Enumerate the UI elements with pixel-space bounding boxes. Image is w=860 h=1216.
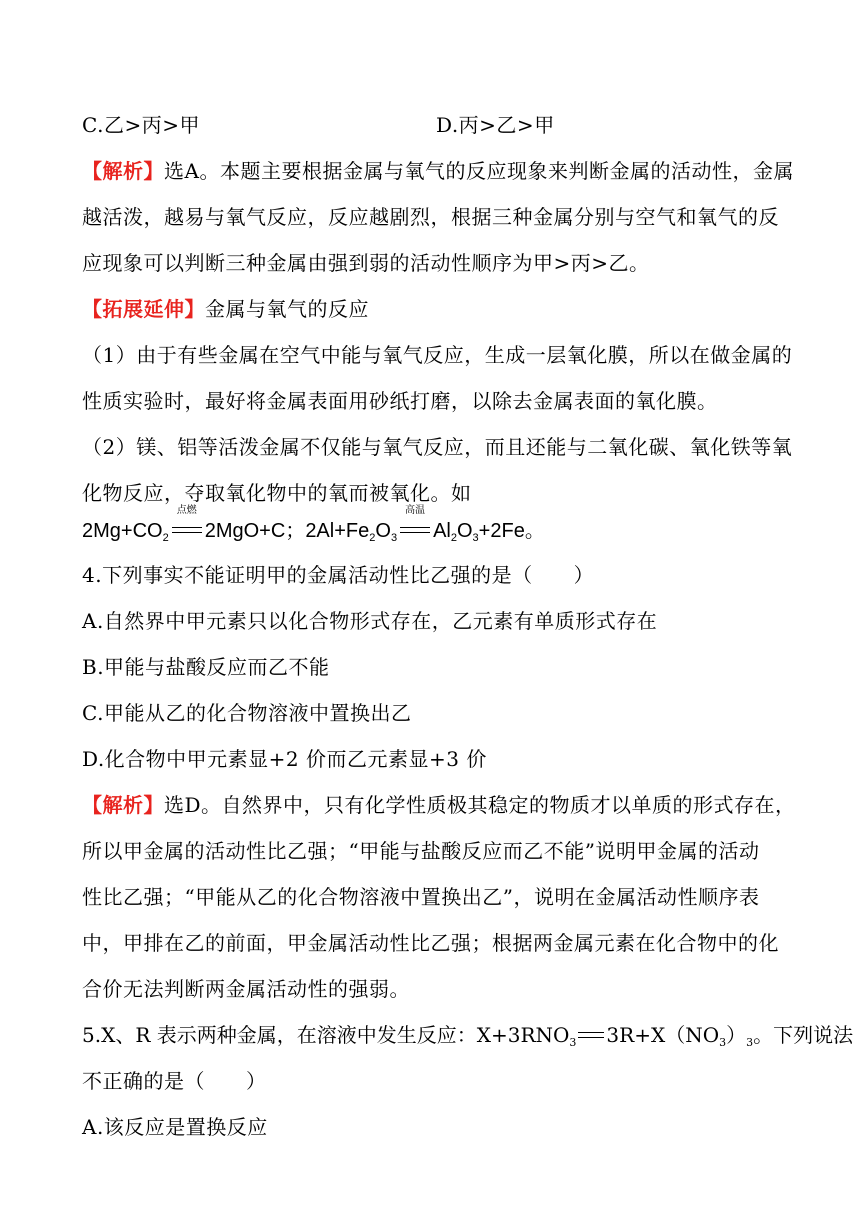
q4-option-c: C.甲能从乙的化合物溶液中置换出乙 — [82, 701, 412, 725]
eq1-left: 2Mg+CO — [82, 520, 163, 542]
eq2-c: +2Fe。 — [478, 520, 545, 542]
extension-p2-line-1: （2）镁、铝等活泼金属不仅能与氧气反应，而且还能与二氧化碳、氧化铁等氧 — [82, 435, 793, 459]
q3-analysis-line-1 — [82, 156, 794, 186]
q4-analysis-line-4: 中，甲排在乙的前面，甲金属活动性比乙强；根据两金属元素在化合物中的化 — [82, 931, 779, 955]
q5-stem-sub: 3 — [569, 1036, 577, 1049]
eq1-bar — [172, 527, 202, 533]
q5-stem-line-2: 不正确的是（ ） — [82, 1069, 267, 1093]
eq2-a-mid: O — [375, 520, 391, 542]
q4-analysis-text-1: 选D。自然界中，只有化学性质极其稳定的物质才以单质的形式存在， — [164, 793, 796, 817]
eq2-condition: 高温 — [405, 505, 426, 516]
q3-option-c — [82, 110, 555, 140]
q5-equals-bar — [578, 1032, 604, 1038]
q5-stem-d: 。下列说法 — [753, 1023, 854, 1047]
q5-option-a: A.该反应是置换反应 — [82, 1115, 268, 1139]
eq2-b-mid: O — [456, 520, 473, 542]
q3-analysis-line-3: 应现象可以判断三种金属由强到弱的活动性顺序为甲>丙>乙。 — [82, 251, 650, 275]
q4-analysis-line-2: 所以甲金属的活动性比乙强；“甲能与盐酸反应而乙不能”说明甲金属的活动 — [82, 839, 760, 863]
eq2-arrow — [397, 505, 433, 546]
eq2-b: Al — [433, 520, 451, 542]
extension-p2-line-2: 化物反应，夺取氧化物中的氧而被氧化。如 — [82, 481, 472, 505]
q4-analysis-line-5: 合价无法判断两金属活动性的强弱。 — [82, 977, 410, 1001]
q3-analysis-line-2: 越活泼，越易与氧气反应，反应越剧烈，根据三种金属分别与空气和氧气的反 — [82, 205, 779, 229]
q4-analysis-line-3: 性比乙强；“甲能从乙的化合物溶液中置换出乙”，说明在金属活动性顺序表 — [82, 885, 760, 909]
eq2-bar — [400, 527, 430, 533]
q5-stem-sub2: 3 — [719, 1036, 727, 1049]
extension-p1-line-1: （1）由于有些金属在空气中能与氧气反应，生成一层氧化膜，所以在做金属的 — [82, 343, 793, 367]
q4-stem: 4.下列事实不能证明甲的金属活动性比乙强的是（ ） — [82, 563, 595, 587]
extension-p1-line-2: 性质实验时，最好将金属表面用砂纸打磨，以除去金属表面的氧化膜。 — [82, 389, 718, 413]
q4-analysis-tag: 【解析】 — [82, 793, 164, 817]
q5-stem-line-1 — [82, 1020, 853, 1058]
q3-option-c-text: C.乙>丙>甲 — [82, 113, 200, 137]
q4-analysis-line-1 — [82, 790, 796, 820]
eq2-a-sub2: 3 — [390, 532, 398, 544]
eq1-arrow — [169, 505, 205, 546]
extension-title: 金属与氧气的反应 — [205, 297, 369, 321]
q5-stem-a: 5.X、R 表示两种金属，在溶液中发生反应：X+3RNO — [82, 1023, 570, 1047]
q4-option-a: A.自然界中甲元素只以化合物形式存在，乙元素有单质形式存在 — [82, 609, 658, 633]
q4-option-b: B.甲能与盐酸反应而乙不能 — [82, 655, 330, 679]
q3-option-d-text: D.丙>乙>甲 — [436, 113, 555, 137]
q3-analysis-text-1: 选A。本题主要根据金属与氧气的反应现象来判断金属的活动性，金属 — [164, 159, 794, 183]
eq2-b-sub2: 3 — [472, 532, 479, 544]
eq2-b-sub1: 2 — [450, 532, 457, 544]
q5-stem-sub3: 3 — [746, 1036, 754, 1049]
q5-equals — [576, 1020, 606, 1050]
eq2-a: 2Al+Fe — [305, 520, 370, 542]
eq1-left-sub: 2 — [162, 532, 169, 544]
eq2-a-sub1: 2 — [369, 532, 376, 544]
eq1-right: 2MgO+C； — [204, 520, 306, 542]
extension-tag: 【拓展延伸】 — [82, 297, 205, 321]
eq1-condition: 点燃 — [176, 505, 197, 516]
q4-option-d: D.化合物中甲元素显+2 价而乙元素显+3 价 — [82, 747, 487, 771]
extension-heading — [82, 294, 369, 324]
analysis-tag: 【解析】 — [82, 159, 164, 183]
q5-stem-c: ） — [726, 1023, 747, 1047]
q5-stem-b: 3R+X（NO — [606, 1023, 720, 1047]
chemical-equations — [82, 505, 545, 553]
